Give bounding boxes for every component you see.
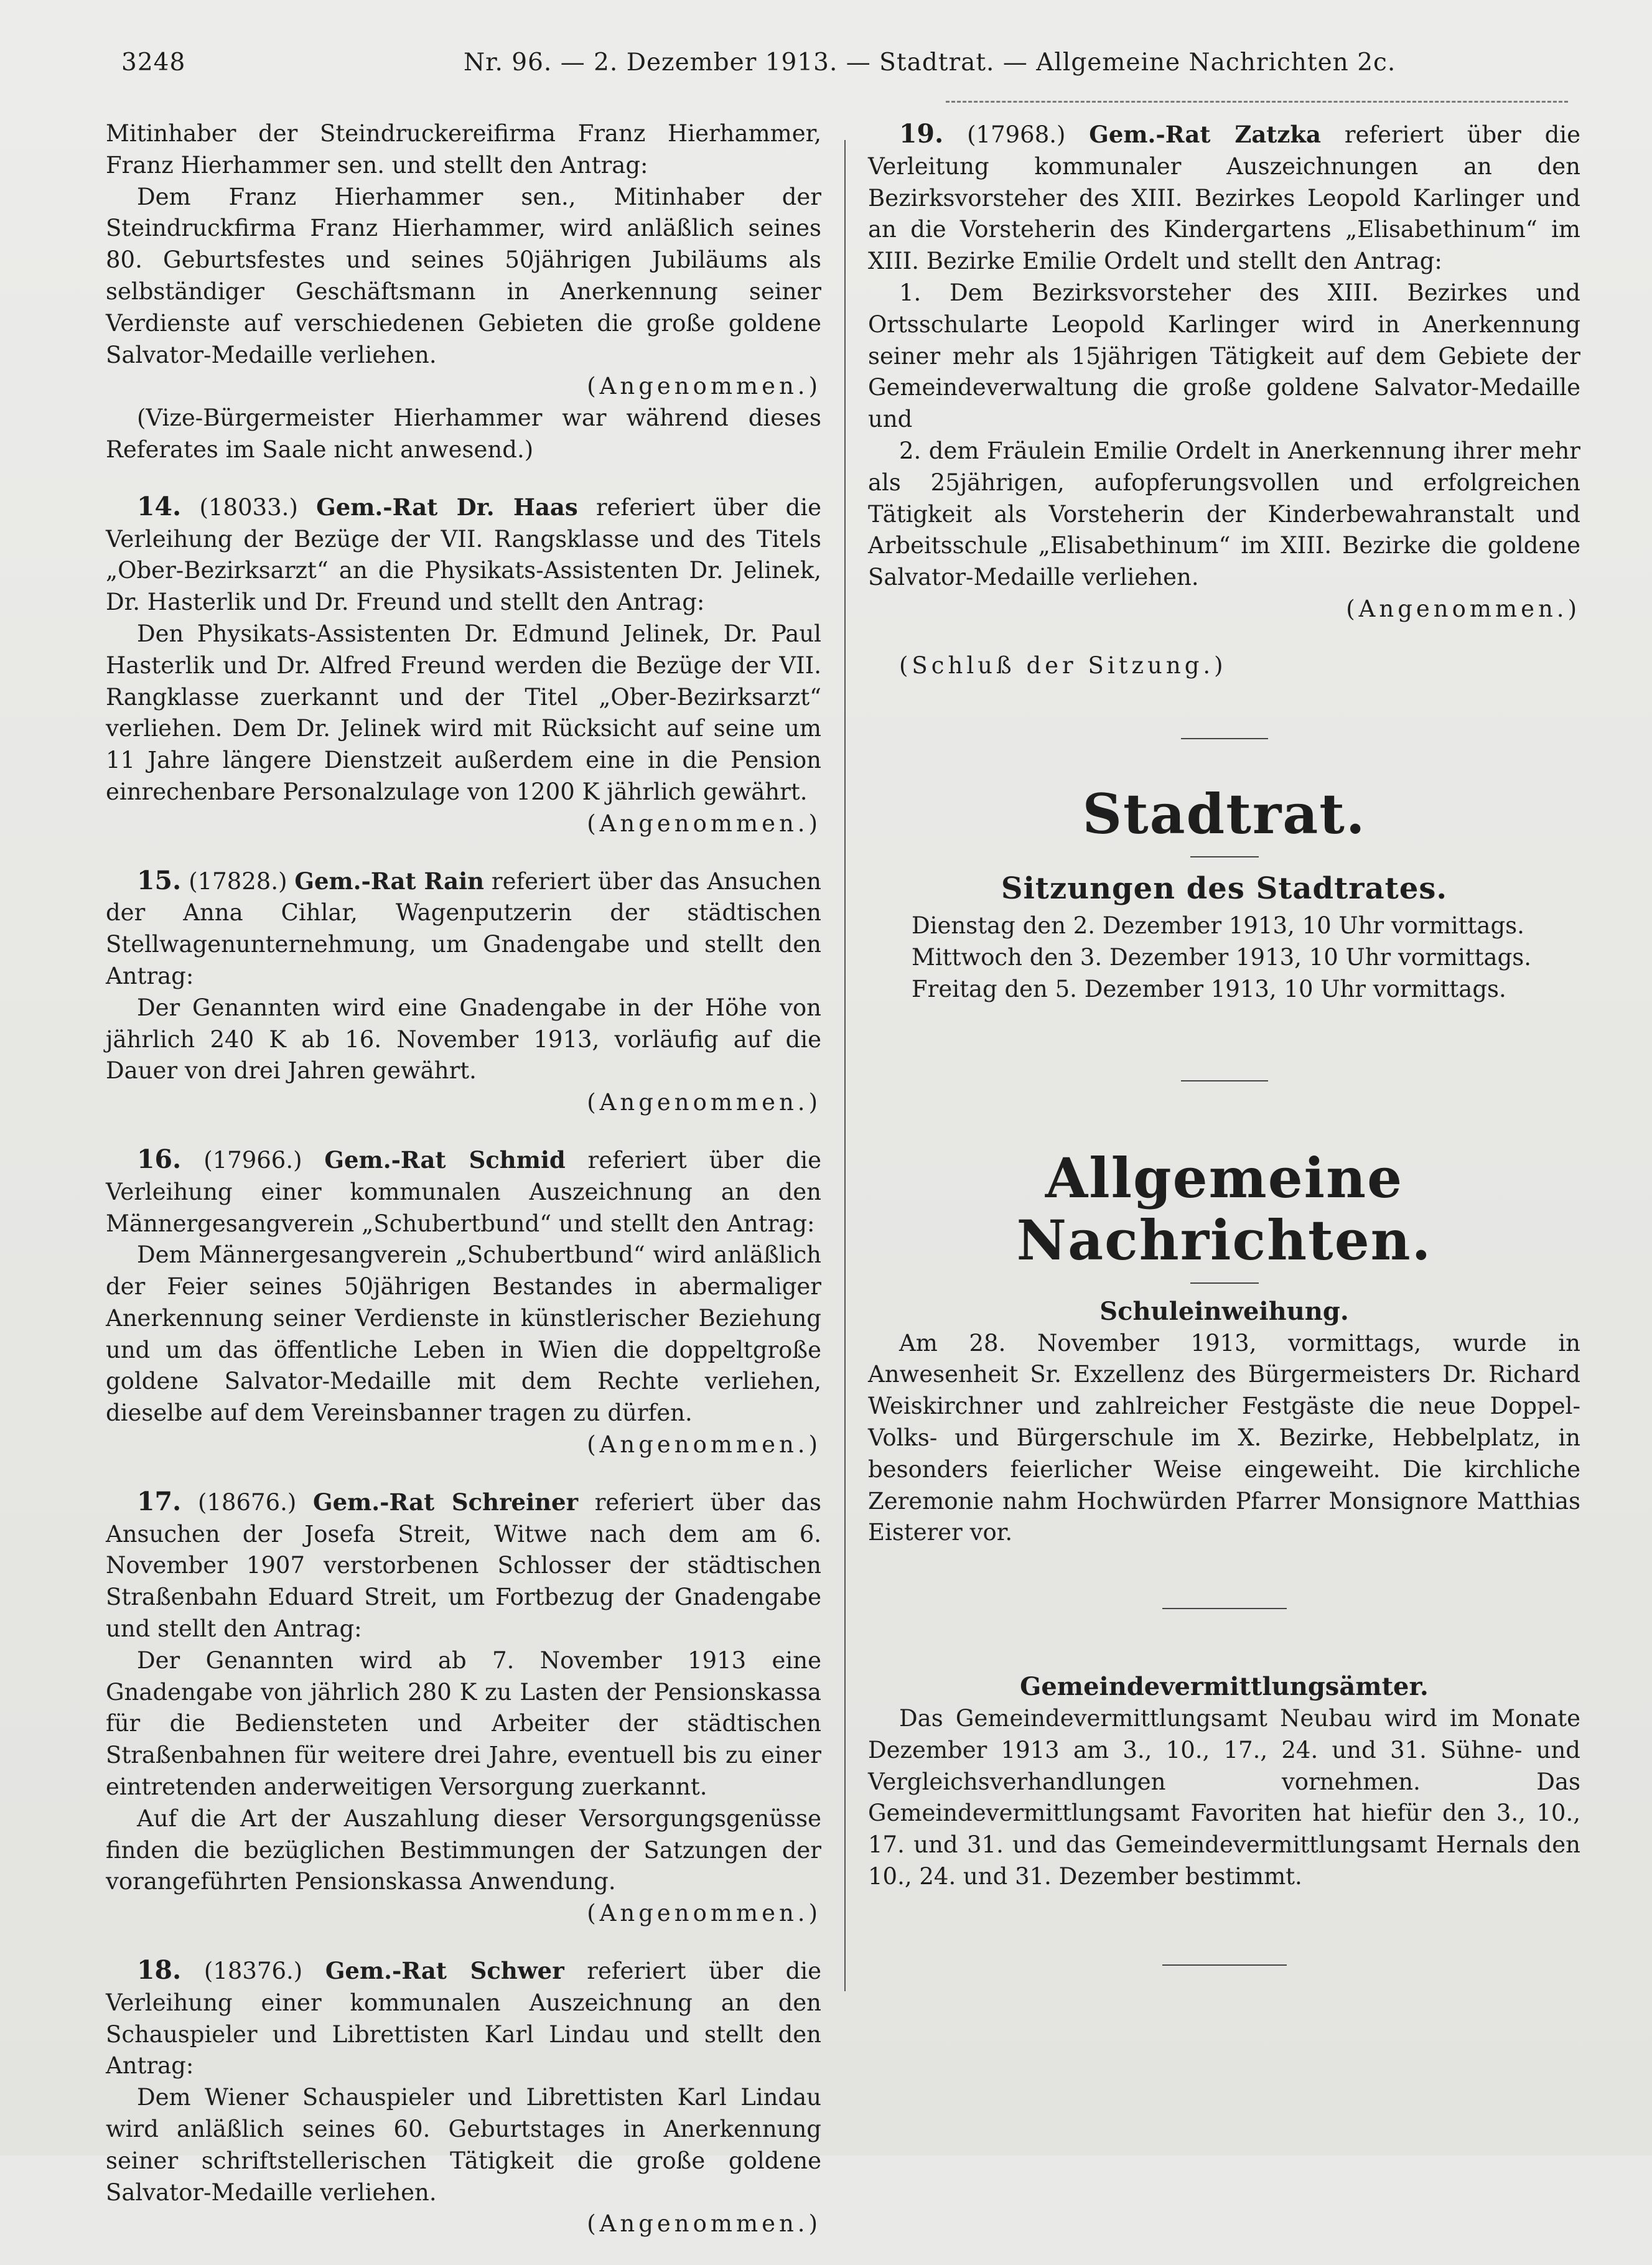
entry-15: [106, 865, 821, 1119]
councillor-name: Gem.-Rat Schwer: [325, 1957, 564, 1985]
title-rule: [1190, 856, 1259, 857]
entry-intro-text: referiert über das Ansuchen der Josefa Streit, Witwe nach dem am 6. November 1907 verstorbenen Schlosser der städtischen Straßenbahn Eduard Streit, um Fortbezug der Gnadengabe und stellt den Antrag:: [106, 1488, 821, 1643]
section-rule: [1162, 1964, 1287, 1966]
verdict: (Angenommen.): [587, 1089, 821, 1116]
session-schedule: [868, 910, 1580, 1005]
stadtrat-subtitle: Sitzungen des Stadtrates.: [1001, 871, 1448, 906]
entry-body: Den Physikats-Assistenten Dr. Edmund Jelinek, Dr. Paul Hasterlik und Dr. Alfred Freund werden die Bezüge der VII. Rangklasse zuerkannt und der Titel „Ober-Bezirksarzt“ verliehen. Dem Dr. Jelinek wird mit Rücksicht auf seine um 11 Jahre längere Dienstzeit außerdem eine in die Pension einrechenbare Personalzulage von 1200 K jährlich gewährt.: [106, 620, 821, 805]
entry-body: Dem Männergesangverein „Schubertbund“ wird anläßlich der Feier seines 50jährigen Bestandes in abermaliger Anerkennung seiner Verdienste in künstlerischer Beziehung und um das öffentliche Leben in Wien die doppeltgroße goldene Salvator-Medaille mit dem Rechte verliehen, dieselbe auf dem Vereinsbanner tragen zu dürfen.: [106, 1241, 821, 1427]
entry-ref: (18033.): [199, 493, 298, 521]
entry-ref: (17968.): [967, 121, 1066, 148]
running-title: Nr. 96. — 2. Dezember 1913. — Stadtrat. — Allgemeine Nachrichten 2c.: [464, 49, 1396, 77]
nachrichten-section: [868, 1147, 1580, 1966]
verdict: (Angenommen.): [587, 1900, 821, 1927]
entry-13-continued: [106, 118, 821, 466]
entry-body: Der Genannten wird ab 7. November 1913 eine Gnadengabe von jährlich 280 K zu Lasten der Pensionskassa für die Bediensteten und Arbeiter der städtischen Straßenbahnen für weitere drei Jahre, eventuell bis zu einer eintretenden anderweitigen Versorgung zuerkannt.: [106, 1646, 821, 1801]
entry-number: 16.: [137, 1144, 182, 1174]
entry-ref: (17828.): [189, 867, 287, 895]
entry-intro: [868, 118, 1580, 278]
entry-intro: [106, 1486, 821, 1645]
gemeindevermittlung-title: Gemeindevermittlungsämter.: [1020, 1672, 1429, 1702]
entry-ref: (18676.): [197, 1488, 297, 1516]
page-header: [121, 44, 1571, 93]
entry-text: Mitinhaber der Steindruckereifirma Franz Hierhammer, Franz Hierhammer sen. und stellt den Antrag:: [106, 120, 821, 179]
entry-intro-text: referiert über die Verleihung einer kommunalen Auszeichnung an den Schauspieler und Librettisten Karl Lindau und stellt den Antrag:: [106, 1958, 822, 2080]
session-line: Mittwoch den 3. Dezember 1913, 10 Uhr vormittags.: [912, 944, 1532, 971]
entry-14: [106, 491, 821, 840]
entry-18: [106, 1954, 821, 2240]
entry-number: 18.: [137, 1955, 182, 1986]
councillor-name: Gem.-Rat Schmid: [324, 1146, 566, 1174]
councillor-name: Gem.-Rat Schreiner: [312, 1488, 579, 1516]
schuleinweihung-body: Am 28. November 1913, vormittags, wurde in Anwesenheit Sr. Exzellenz des Bürgermeisters Dr. Richard Weiskirchner und zahlreicher Festgäste die neue Doppel-Volks- und Bürgerschule im X. Bezirke, Hebbelplatz, in besonders feierlicher Weise eingeweiht. Die kirchliche Zeremonie nahm Hochwürden Pfarrer Monsignore Matthias Eisterer vor.: [868, 1329, 1580, 1546]
entry-number: 19.: [899, 119, 944, 149]
entry-number: 14.: [137, 491, 182, 521]
session-closing: (Schluß der Sitzung.): [899, 651, 1227, 679]
header-rule: [946, 101, 1568, 103]
entry-intro-text: referiert über die Verleitung kommunaler Auszeichnungen an den Bezirksvorsteher des XIII. Bezirkes Leopold Karlinger und an die Vorsteherin des Kindergartens „Elisabethinum“ im XIII. Bezirke Emilie Ordelt und stellt den Antrag:: [868, 121, 1581, 275]
entry-intro-text: referiert über die Verleihung einer kommunalen Auszeichnung an den Männergesangverein „Schubertbund“ und stellt den Antrag:: [106, 1146, 822, 1237]
entry-17: [106, 1486, 821, 1930]
entry-ref: (18376.): [203, 1958, 303, 1985]
entry-intro: [106, 491, 821, 619]
gemeindevermittlung-body: Das Gemeindevermittlungsamt Neubau wird im Monate Dezember 1913 am 3., 10., 17., 24. und 31. Sühne- und Vergleichsverhandlungen vornehmen. Das Gemeindevermittlungsamt Favoriten hat hiefür den 3., 10., 17. und 31. und das Gemeindevermittlungsamt Hernals den 10., 24. und 31. Dezember bestimmt.: [868, 1704, 1580, 1890]
title-rule: [1190, 1282, 1259, 1284]
section-rule: [1181, 1080, 1268, 1081]
entry-body: Der Genannten wird eine Gnadengabe in der Höhe von jährlich 240 K ab 16. November 1913, vorläufig auf die Dauer von drei Jahren gewährt.: [106, 994, 821, 1085]
schuleinweihung-title: Schuleinweihung.: [1099, 1296, 1349, 1326]
session-line: Freitag den 5. Dezember 1913, 10 Uhr vormittags.: [912, 975, 1506, 1002]
verdict: (Angenommen.): [587, 810, 821, 837]
column-divider: [844, 140, 846, 1991]
entry-number: 17.: [137, 1486, 182, 1516]
page-number: 3248: [121, 49, 186, 77]
section-rule: [1181, 738, 1268, 739]
verdict: (Angenommen.): [1346, 595, 1580, 622]
entry-ref: (17966.): [203, 1146, 302, 1174]
entry-16: [106, 1144, 821, 1461]
councillor-name: Gem.-Rat Zatzka: [1089, 121, 1322, 148]
verdict: (Angenommen.): [587, 2210, 821, 2238]
councillor-name: Gem.-Rat Dr. Haas: [316, 493, 578, 521]
section-rule: [1162, 1608, 1287, 1609]
entry-intro: [106, 1144, 821, 1240]
entry-item-1: 1. Dem Bezirksvorsteher des XIII. Bezirkes und Ortsschularte Leopold Karlinger wird in Anerkennung seiner mehr als 15jährigen Tätigkeit auf dem Gebiete der Gemeindeverwaltung die große goldene Salvator-Medaille und: [868, 279, 1580, 433]
stadtrat-section: [868, 783, 1580, 1006]
entry-item-2: 2. dem Fräulein Emilie Ordelt in Anerkennung ihrer mehr als 25jährigen, aufopferungsvollen und erfolgreichen Tätigkeit als Vorsteherin der Kinderbewahranstalt und Arbeitsschule „Elisabethinum“ im XIII. Bezirke die goldene Salvator-Medaille verliehen.: [868, 437, 1580, 591]
entry-19: [868, 118, 1580, 625]
entry-note: (Vize-Bürgermeister Hierhammer war während dieses Referates im Saale nicht anwesend.): [106, 404, 821, 463]
councillor-name: Gem.-Rat Rain: [294, 867, 485, 895]
left-column: [106, 118, 821, 2265]
right-column: [868, 118, 1580, 1966]
session-line: Dienstag den 2. Dezember 1913, 10 Uhr vormittags.: [912, 912, 1524, 940]
entry-intro: [106, 1954, 821, 2082]
nachrichten-title: Allgemeine Nachrichten.: [1016, 1145, 1432, 1273]
entry-body: Auf die Art der Auszahlung dieser Versorgungsgenüsse finden die bezüglichen Bestimmungen der Satzungen der vorangeführten Pensionskassa Anwendung.: [106, 1805, 821, 1895]
entry-intro-text: referiert über die Verleihung der Bezüge der VII. Rangsklasse und des Titels „Ober-Bezirksarzt“ an die Physikats-Assistenten Dr. Jelinek, Dr. Hasterlik und Dr. Freund und stellt den Antrag:: [106, 493, 821, 616]
entry-body: Dem Franz Hierhammer sen., Mitinhaber der Steindruckfirma Franz Hierhammer, wird anläßlich seines 80. Geburtsfestes und seines 50jährigen Jubiläums als selbständiger Geschäftsmann in Anerkennung seiner Verdienste auf verschiedenen Gebieten die große goldene Salvator-Medaille verliehen.: [106, 183, 821, 368]
verdict: (Angenommen.): [587, 373, 821, 400]
entry-intro: [106, 865, 821, 992]
entry-intro-text: referiert über das Ansuchen der Anna Cihlar, Wagenputzerin der städtischen Stellwagenunternehmung, um Gnadengabe und stellt den Antrag:: [106, 867, 822, 989]
entry-number: 15.: [137, 865, 182, 895]
verdict: (Angenommen.): [587, 1431, 821, 1459]
stadtrat-title: Stadtrat.: [1082, 781, 1366, 846]
entry-body: Dem Wiener Schauspieler und Librettisten Karl Lindau wird anläßlich seines 60. Geburtstages in Anerkennung seiner schriftstellerischen Tätigkeit die große goldene Salvator-Medaille verliehen.: [106, 2084, 821, 2206]
